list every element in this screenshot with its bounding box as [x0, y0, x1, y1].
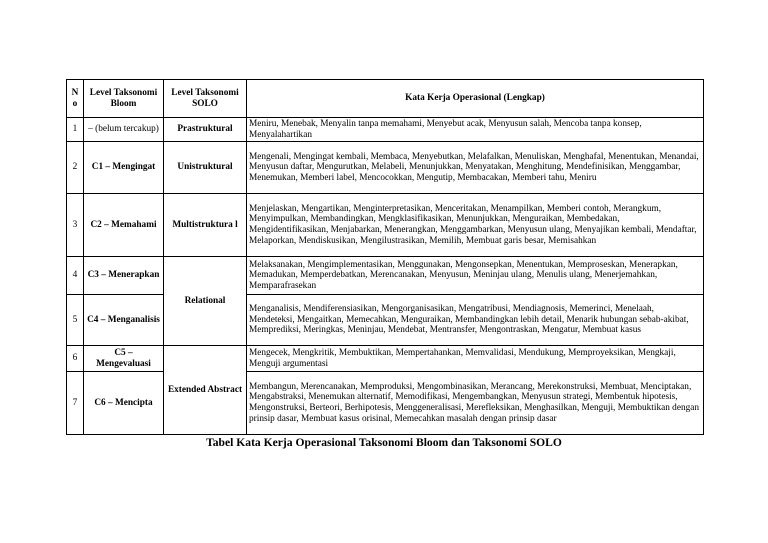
- row-no: 2: [67, 142, 84, 194]
- table-row: [67, 118, 704, 142]
- header-kata-kerja: Kata Kerja Operasional (Lengkap): [247, 80, 704, 118]
- kata-kerja: Meniru, Menebak, Menyalin tanpa memahami, Menyebut acak, Menyusun salah, Mencoba tanpa konsep, Menyalahartikan: [247, 118, 704, 142]
- solo-level: Extended Abstract: [164, 346, 247, 435]
- row-no: 6: [67, 346, 84, 372]
- bloom-level: C1 – Mengingat: [84, 142, 164, 194]
- table-row: [67, 142, 704, 194]
- row-no: 4: [67, 257, 84, 295]
- row-no: 3: [67, 194, 84, 257]
- bloom-level: C4 – Menganalisis: [84, 295, 164, 346]
- kata-kerja: Menganalisis, Mendiferensiasikan, Mengorganisasikan, Mengatribusi, Mendiagnosis, Memerinci, Menelaah, Mendeteksi, Mengaitkan, Memecahkan, Menguraikan, Membandingkan lebih detail, Menarik hubungan sebab-akibat, Memprediksi, Meringkas, Meninjau, Mendebat, Mentransfer, Mengontraskan, Mengatur, Membuat kasus: [247, 295, 704, 346]
- kko-table: [66, 79, 704, 435]
- kata-kerja: Mengecek, Mengkritik, Membuktikan, Mempertahankan, Memvalidasi, Mendukung, Memproyeksikan, Mengkaji, Menguji argumentasi: [247, 346, 704, 372]
- kata-kerja: Mengenali, Mengingat kembali, Membaca, Menyebutkan, Melafalkan, Menuliskan, Menghafal, Menentukan, Menandai, Menyusun daftar, Mengurutkan, Melabeli, Menunjukkan, Menyatakan, Menghitung, Mendefinisikan, Menggambar, Menemukan, Memberi label, Mencocokkan, Mengutip, Membacakan, Memberi tahu, Meniru: [247, 142, 704, 194]
- row-no: 7: [67, 372, 84, 435]
- table-row: [67, 295, 704, 346]
- solo-level: Relational: [164, 257, 247, 346]
- kata-kerja: Menjelaskan, Mengartikan, Menginterpretasikan, Menceritakan, Menampilkan, Memberi contoh, Merangkum, Menyimpulkan, Membandingkan, Mengklasifikasikan, Menunjukkan, Menguraikan, Membedakan, Mengidentifikasikan, Menjabarkan, Menerangkan, Menggambarkan, Menyusun ulang, Menyajikan kembali, Mendaftar, Melaporkan, Mendiskusikan, Mengilustrasikan, Memilih, Membuat garis besar, Memisahkan: [247, 194, 704, 257]
- table-row: [67, 346, 704, 372]
- table-header-row: [67, 80, 704, 118]
- header-bloom: Level Taksonomi Bloom: [84, 80, 164, 118]
- bloom-level: – (belum tercakup): [84, 118, 164, 142]
- solo-level: Unistruktural: [164, 142, 247, 194]
- solo-level: Multistruktura l: [164, 194, 247, 257]
- header-no: N o: [67, 80, 84, 118]
- table-row: [67, 372, 704, 435]
- table-caption: Tabel Kata Kerja Operasional Taksonomi Bloom dan Taksonomi SOLO: [206, 436, 562, 449]
- table-row: [67, 257, 704, 295]
- header-solo: Level Taksonomi SOLO: [164, 80, 247, 118]
- bloom-level: C3 – Menerapkan: [84, 257, 164, 295]
- solo-level: Prastruktural: [164, 118, 247, 142]
- row-no: 1: [67, 118, 84, 142]
- bloom-level: C6 – Mencipta: [84, 372, 164, 435]
- row-no: 5: [67, 295, 84, 346]
- kata-kerja: Membangun, Merencanakan, Memproduksi, Mengombinasikan, Merancang, Merekonstruksi, Membuat, Menciptakan, Mengabstraksi, Menemukan alternatif, Memodifikasi, Mengembangkan, Menyusun strategi, Membentuk hipotesis, Mengonstruksi, Berteori, Berhipotesis, Menggeneralisasi, Merefleksikan, Menghasilkan, Menguji, Membuktikan dengan prinsip dasar, Membuat kasus orisinal, Memecahkan masalah dengan prinsip dasar: [247, 372, 704, 435]
- bloom-level: C2 – Memahami: [84, 194, 164, 257]
- bloom-level: C5 – Mengevaluasi: [84, 346, 164, 372]
- kata-kerja: Melaksanakan, Mengimplementasikan, Menggunakan, Mengonsepkan, Menentukan, Memproseskan, Menerapkan, Memadukan, Memperdebatkan, Merencanakan, Menyusun, Meninjau ulang, Menulis ulang, Menerjemahkan, Memparafrasekan: [247, 257, 704, 295]
- table-row: [67, 194, 704, 257]
